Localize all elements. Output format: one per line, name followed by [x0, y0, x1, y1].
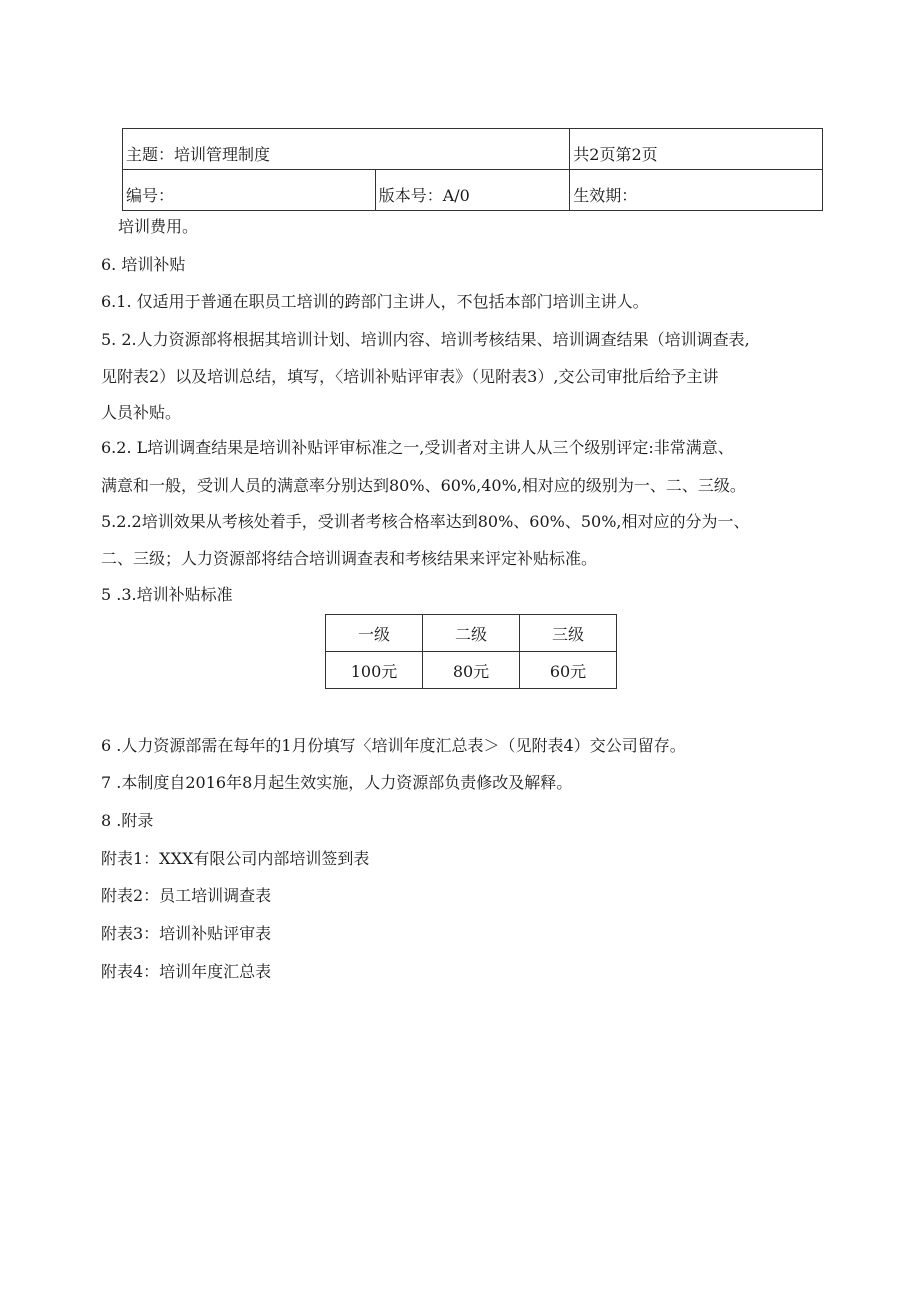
table-row — [326, 652, 617, 689]
section-5-2-line3: 人员补贴。 — [101, 403, 182, 422]
header-version: 版本号：A/0 — [375, 170, 570, 211]
appendix-item-3: 附表3：培训补贴评审表 — [101, 924, 272, 943]
section-6-2-line2: 满意和一般，受训人员的满意率分别达到80%、60%,40%,相对应的级别为一、二、三级。 — [101, 476, 746, 495]
level-2-header: 二级 — [423, 615, 520, 652]
section-5-3-title: 5 .3.培训补贴标准 — [101, 585, 233, 604]
section-5-2-line1: 5. 2.人力资源部将根据其培训计划、培训内容、培训考核结果、培训调查结果（培训调查表, — [101, 330, 750, 349]
section-6-annual-summary: 6 .人力资源部需在每年的1月份填写〈培训年度汇总表＞（见附表4）交公司留存。 — [101, 736, 686, 755]
section-5-2-line2: 见附表2）以及培训总结，填写，〈培训补贴评审表》（见附表3）,交公司审批后给予主讲 — [101, 367, 719, 386]
section-5-2-2-line2: 二、三级；人力资源部将结合培训调查表和考核结果来评定补贴标准。 — [101, 549, 598, 568]
paragraph-fee: 培训费用。 — [118, 217, 199, 236]
level-3-amount: 60元 — [520, 652, 617, 689]
header-pages: 共2页第2页 — [570, 129, 823, 170]
header-subject: 主题：培训管理制度 — [123, 129, 570, 170]
subsidy-standard-table — [325, 614, 617, 689]
section-8-appendix-title: 8 .附录 — [101, 811, 154, 830]
document-header-table — [122, 128, 823, 211]
level-2-amount: 80元 — [423, 652, 520, 689]
header-number: 编号： — [123, 170, 376, 211]
section-6-1: 6.1. 仅适用于普通在职员工培训的跨部门主讲人，不包括本部门培训主讲人。 — [101, 292, 649, 311]
table-row — [326, 615, 617, 652]
appendix-item-4: 附表4：培训年度汇总表 — [101, 962, 272, 981]
appendix-item-2: 附表2：员工培训调查表 — [101, 886, 272, 905]
level-1-amount: 100元 — [326, 652, 423, 689]
level-1-header: 一级 — [326, 615, 423, 652]
appendix-item-1: 附表1：XXX有限公司内部培训签到表 — [101, 849, 370, 868]
header-effective-date: 生效期： — [570, 170, 823, 211]
section-5-2-2-line1: 5.2.2培训效果从考核处着手，受训者考核合格率达到80%、60%、50%,相对应的分为一、 — [101, 512, 750, 531]
level-3-header: 三级 — [520, 615, 617, 652]
section-7-effective: 7 .本制度自2016年8月起生效实施，人力资源部负责修改及解释。 — [101, 773, 573, 792]
section-6-2-line1: 6.2. L培训调查结果是培训补贴评审标准之一,受训者对主讲人从三个级别评定:非常满意、 — [101, 438, 734, 457]
section-6-title: 6. 培训补贴 — [101, 255, 186, 274]
